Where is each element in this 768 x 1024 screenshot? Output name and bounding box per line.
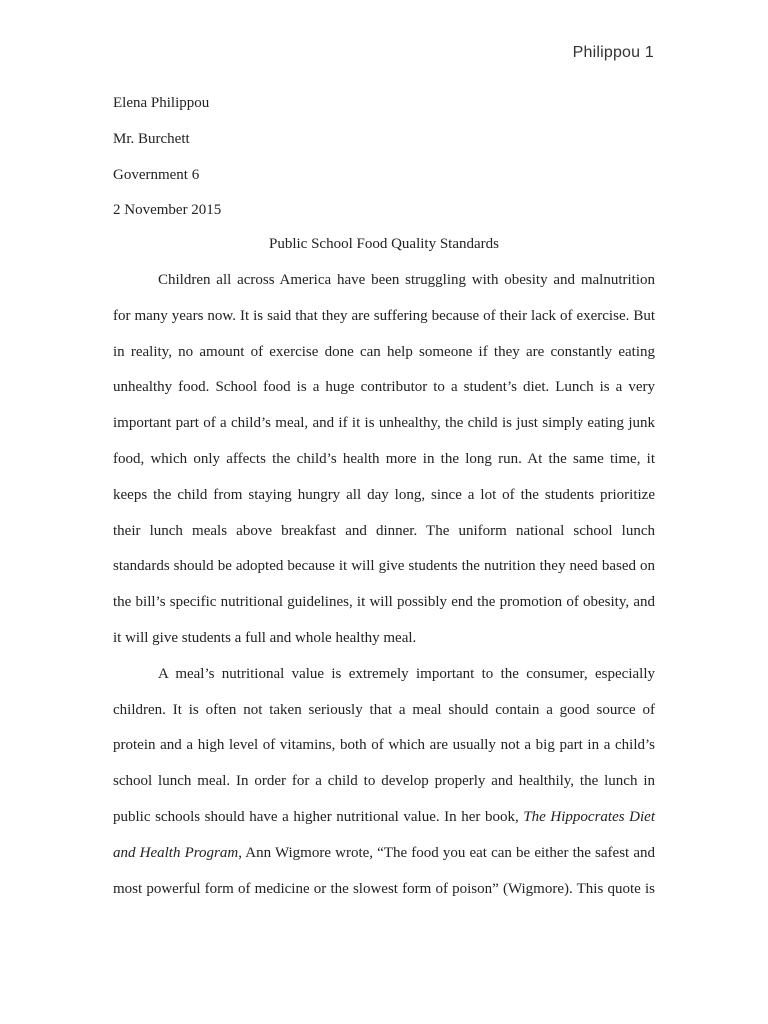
- paragraph-text: public schools should have a higher nutritional value. In her book,: [113, 808, 524, 825]
- paragraph-line: Children all across America have been struggling with obesity and malnutrition: [158, 272, 655, 288]
- paragraph-line: most powerful form of medicine or the slowest form of poison” (Wigmore). This quote is: [113, 880, 655, 897]
- paragraph-line: the bill’s specific nutritional guidelines, it will possibly end the promotion of obesity, and: [113, 594, 655, 611]
- paragraph-line: important part of a child’s meal, and if it is unhealthy, the child is just simply eating junk: [113, 415, 655, 432]
- paragraph-line: A meal’s nutritional value is extremely important to the consumer, especially: [158, 665, 655, 682]
- running-head: Philippou 1: [572, 44, 654, 61]
- paragraph-line: [113, 807, 655, 843]
- paragraph-line: their lunch meals above breakfast and dinner. The uniform national school lunch: [113, 522, 655, 539]
- paragraph-line: keeps the child from staying hungry all day long, since a lot of the students prioritize: [113, 486, 655, 503]
- paragraph-line: protein and a high level of vitamins, both of which are usually not a big part in a child’s: [113, 737, 655, 754]
- paragraph-line: for many years now. It is said that they are suffering because of their lack of exercise. But: [113, 307, 655, 324]
- paragraph-line: in reality, no amount of exercise done can help someone if they are constantly eating: [113, 343, 655, 360]
- teacher-name: Mr. Burchett: [113, 130, 190, 147]
- course-name: Government 6: [113, 166, 200, 183]
- paragraph-text: , Ann Wigmore wrote, “The food you eat can be either the safest and: [238, 844, 655, 861]
- paragraph-line: it will give students a full and whole healthy meal.: [113, 629, 417, 646]
- paragraph-line: standards should be adopted because it will give students the nutrition they need based on: [113, 558, 655, 575]
- essay-date: 2 November 2015: [113, 202, 222, 219]
- paragraph-line: food, which only affects the child’s health more in the long run. At the same time, it: [113, 450, 655, 467]
- paragraph-line: [113, 843, 655, 879]
- book-title-part: The Hippocrates Diet: [523, 808, 655, 825]
- paragraph-line: school lunch meal. In order for a child to develop properly and healthily, the lunch in: [113, 773, 655, 790]
- mla-heading: [113, 93, 655, 236]
- student-name: Elena Philippou: [113, 95, 210, 111]
- essay-title: Public School Food Quality Standards: [269, 236, 499, 252]
- paragraph-line: children. It is often not taken seriously that a meal should contain a good source of: [113, 701, 655, 718]
- essay-body: [113, 270, 655, 914]
- book-title-part: and Health Program: [113, 844, 239, 861]
- paragraph-line: unhealthy food. School food is a huge contributor to a student’s diet. Lunch is a very: [113, 379, 655, 396]
